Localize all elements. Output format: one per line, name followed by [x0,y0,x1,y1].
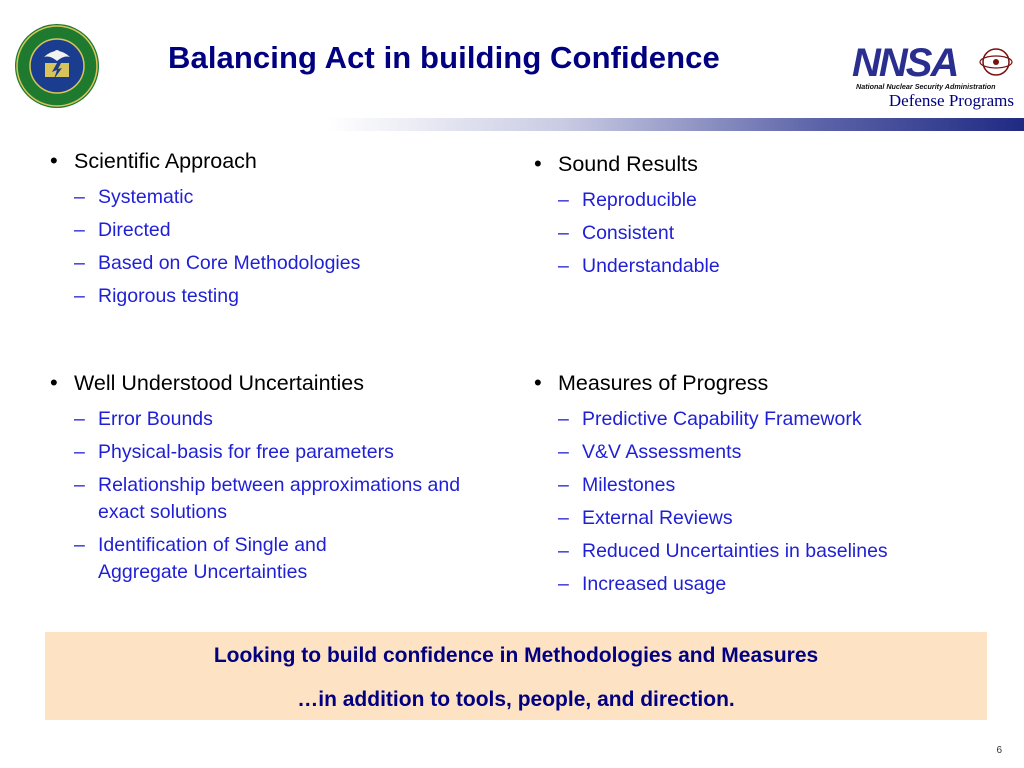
list-item: – Systematic [74,186,194,208]
sub-bullet-list [48,184,478,310]
list-item: – Rigorous testing [74,285,239,307]
list-item: – Physical-basis for free parameters [74,441,394,463]
bullet-heading [532,151,992,177]
bullet-group [532,151,992,280]
bullet-group [532,370,1002,598]
bullet-dot: • [534,151,542,176]
bullet-heading [48,370,488,396]
list-item: – Reduced Uncertainties in baselines [558,540,888,562]
left-column [48,148,478,316]
list-item: – External Reviews [558,507,733,529]
right-column-lower [532,370,1002,604]
list-item: – Increased usage [558,573,727,595]
callout-box [45,632,987,720]
list-item: – Relationship between approximations and exact solutions [74,474,461,523]
bullet-heading-label: Well Understood Uncertainties [74,371,364,395]
bullet-heading [48,148,478,174]
callout-line-2: …in addition to tools, people, and direction. [297,688,735,711]
list-item: – Identification of Single and Aggregate Uncertainties [74,534,327,583]
bullet-dot: • [534,370,542,395]
bullet-dot: • [50,148,58,173]
list-item: – Milestones [558,474,676,496]
list-item: – Error Bounds [74,408,213,430]
bullet-heading-label: Measures of Progress [558,371,769,395]
left-column-lower [48,370,488,592]
sub-bullet-list [48,406,488,586]
sub-bullet-list [532,187,992,280]
page-number: 6 [996,745,1002,756]
slide-title: Balancing Act in building Confidence [168,40,720,75]
defense-programs-label: Defense Programs [888,91,1014,110]
bullet-group [48,148,478,310]
right-column [532,151,992,286]
bullet-heading [532,370,1002,396]
list-item: – Reproducible [558,189,697,211]
nnsa-logo [848,40,1020,98]
list-item: – Based on Core Methodologies [74,252,361,274]
callout-line-1: Looking to build confidence in Methodologies and Measures [213,644,819,667]
bullet-group [48,370,488,586]
list-item: – Directed [74,219,171,241]
list-item: – Consistent [558,222,675,244]
svg-text:NNSA: NNSA [852,41,958,85]
svg-text:National Nuclear Security Admi: National Nuclear Security Administration [856,82,996,91]
bullet-heading-label: Scientific Approach [74,149,257,173]
doe-seal-logo [14,23,100,109]
list-item: – V&V Assessments [558,441,742,463]
sub-bullet-list [532,406,1002,598]
list-item: – Predictive Capability Framework [558,408,862,430]
header-divider [0,118,1024,131]
bullet-heading-label: Sound Results [558,152,698,176]
bullet-dot: • [50,370,58,395]
list-item: – Understandable [558,255,720,277]
